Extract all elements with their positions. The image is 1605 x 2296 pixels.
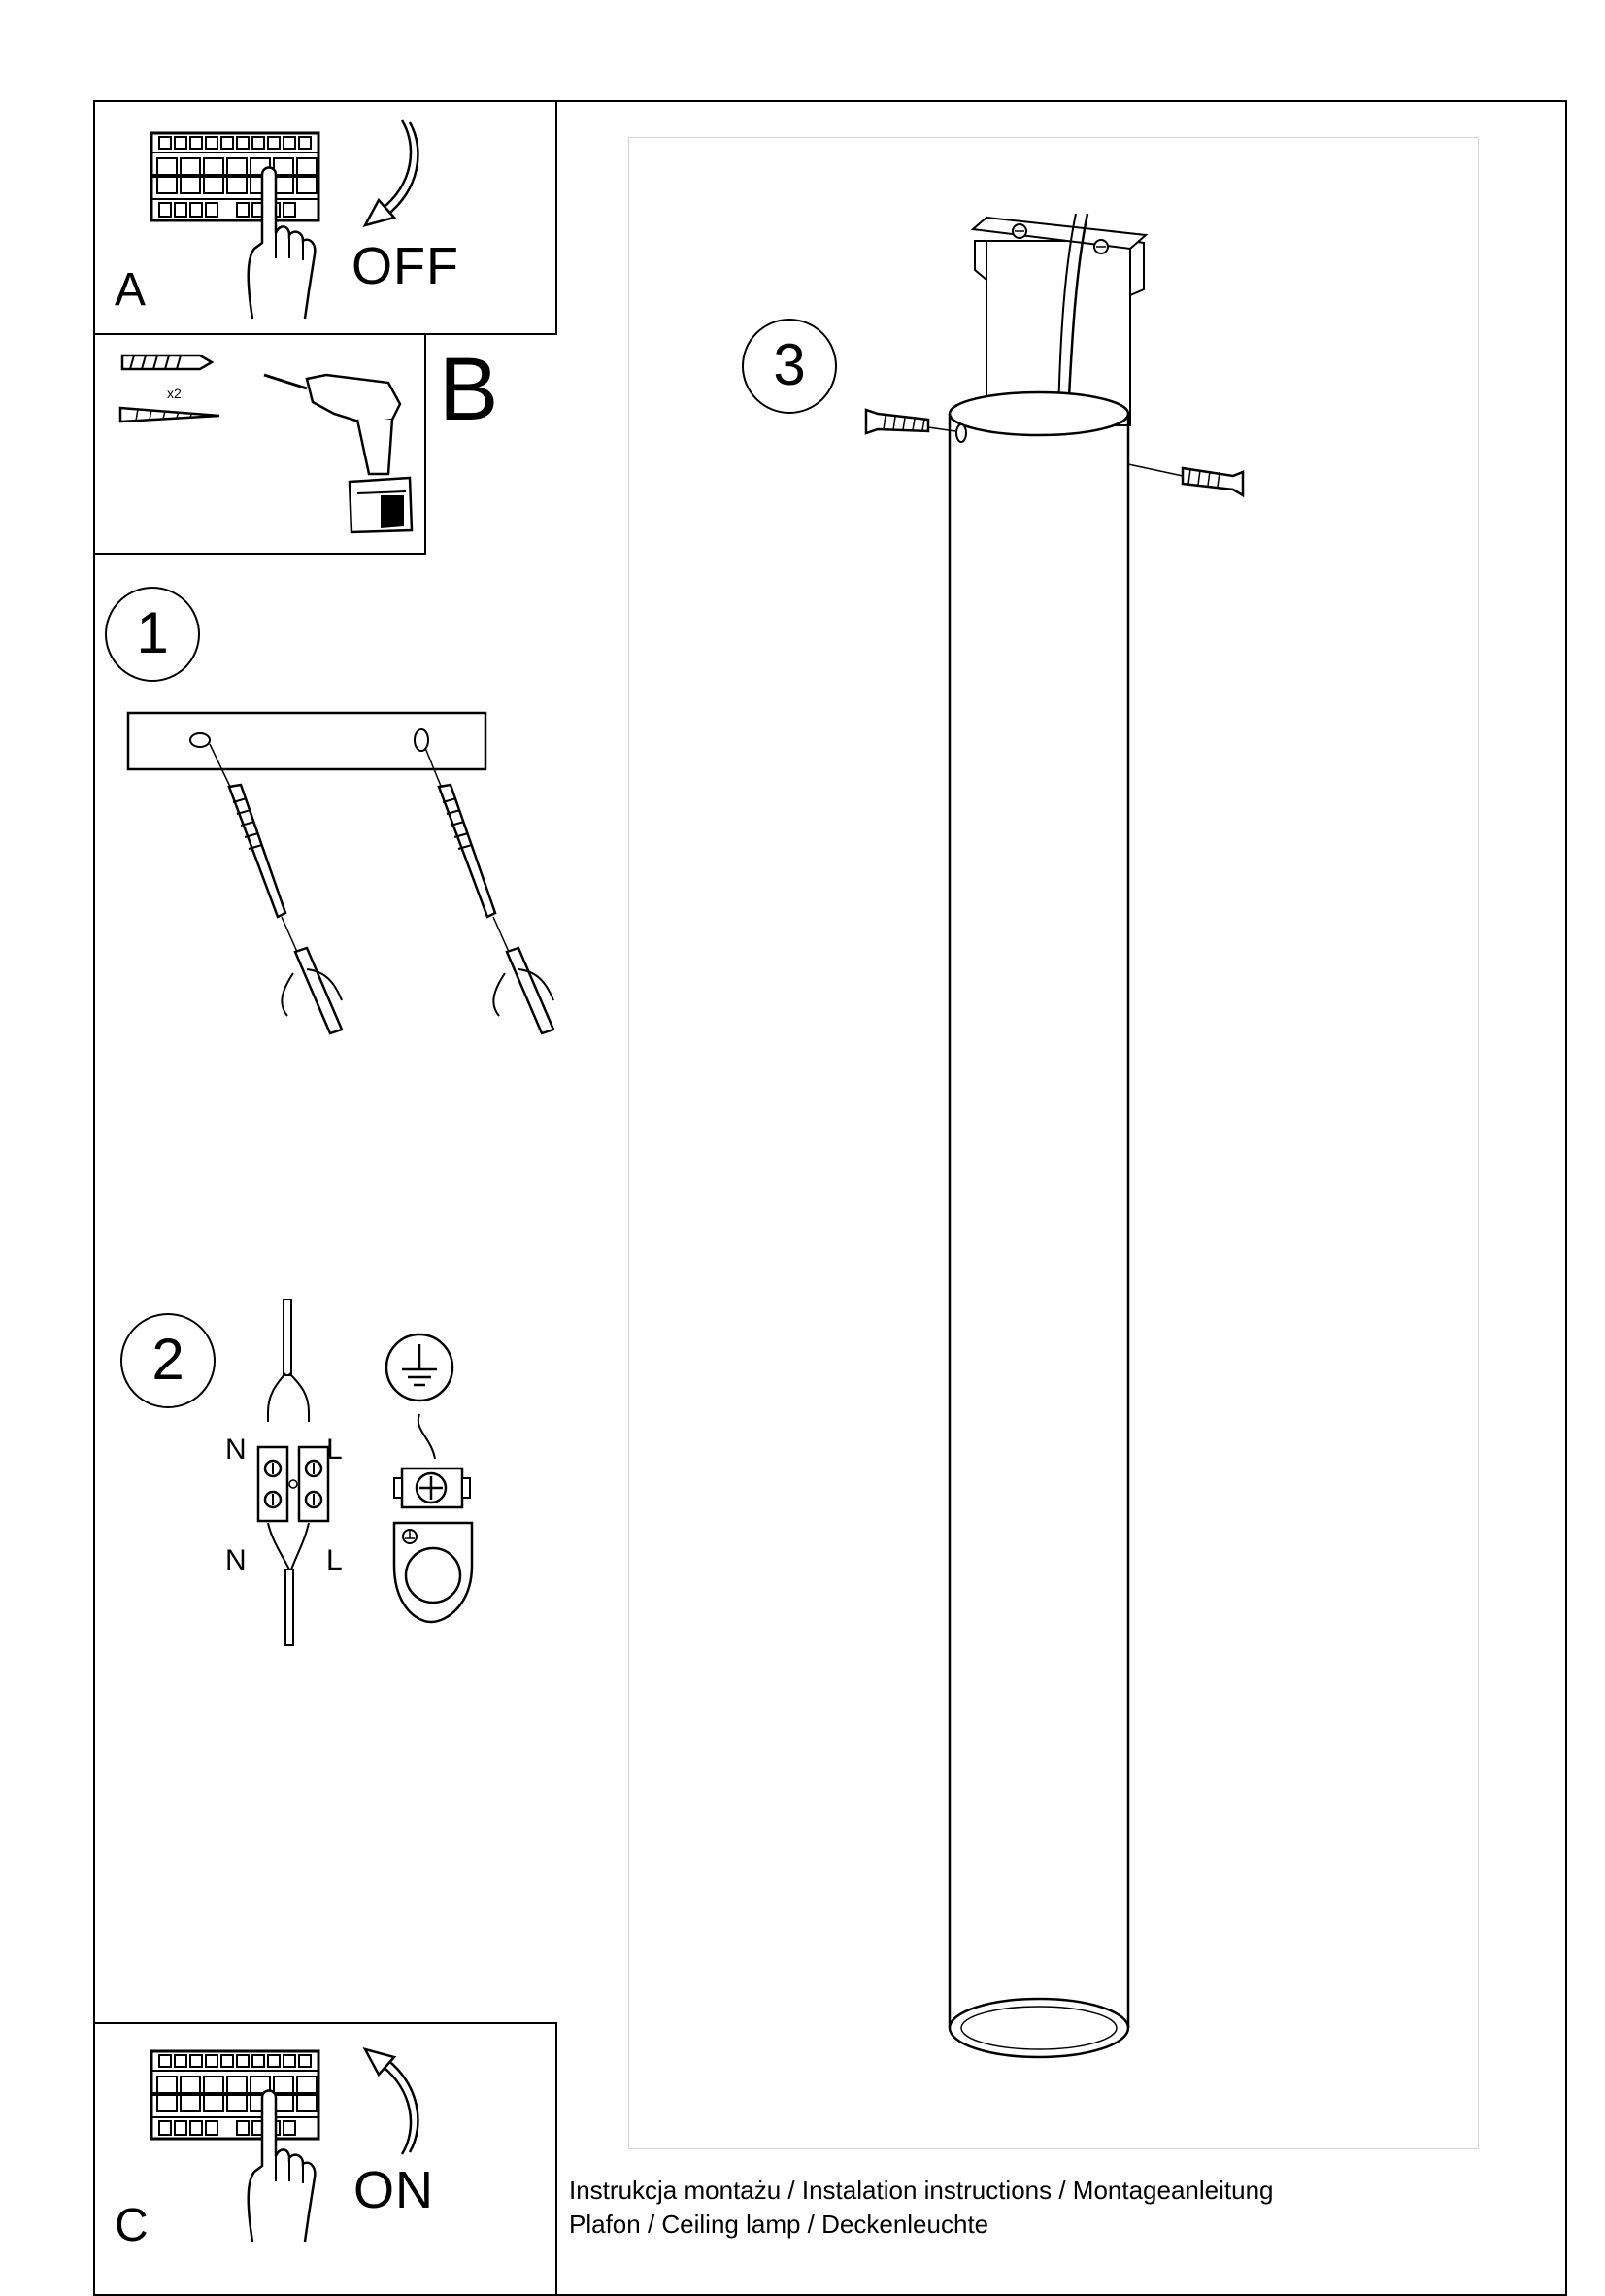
footer-instructions-line: Instrukcja montażu / Instalation instructions / Montageanleitung: [569, 2176, 1274, 2205]
footer-product-line: Plafon / Ceiling lamp / Deckenleuchte: [569, 2210, 989, 2239]
off-label: OFF: [351, 237, 459, 295]
wall-plug-icon: [118, 348, 216, 377]
on-label: ON: [353, 2161, 434, 2219]
live-label-bottom: L: [326, 1544, 343, 1576]
screw-icon: [118, 404, 225, 425]
panel-c-letter: C: [115, 2200, 149, 2251]
ceiling-lamp-tube: [854, 202, 1262, 2067]
neutral-label-top: N: [225, 1434, 247, 1466]
step-2-number: 2: [151, 1327, 184, 1392]
panel-b-letter: B: [439, 340, 499, 439]
ground-symbol-icon: [383, 1331, 456, 1404]
arrow-down-icon: [359, 117, 427, 233]
quantity-label: x2: [167, 386, 182, 401]
live-label-top: L: [326, 1434, 343, 1466]
hand-press-icon: [241, 165, 318, 321]
ground-terminal-icon: [386, 1414, 484, 1628]
step-1-number: 1: [136, 600, 169, 665]
arrow-up-icon: [359, 2042, 427, 2158]
mounting-bracket-diagram: [126, 709, 573, 1039]
terminal-block-icon: [254, 1298, 348, 1647]
panel-a-letter: A: [115, 264, 147, 316]
step-3-number: 3: [773, 332, 806, 397]
drill-icon: [264, 365, 424, 540]
neutral-label-bottom: N: [225, 1544, 247, 1576]
hand-press-icon: [241, 2088, 318, 2244]
